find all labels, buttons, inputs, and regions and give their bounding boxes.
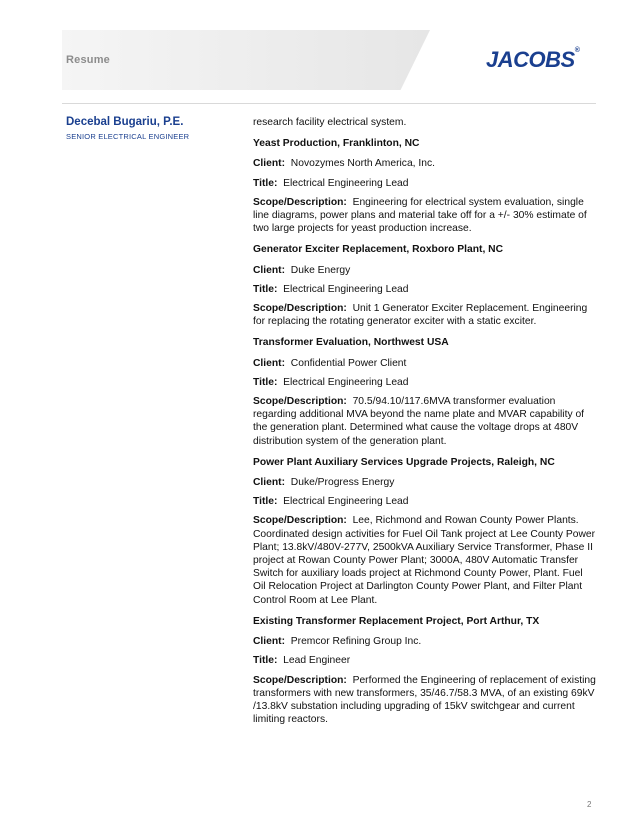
person-title: SENIOR ELECTRICAL ENGINEER xyxy=(66,132,190,141)
title-label: Title: xyxy=(253,376,278,388)
scope-value: Unit 1 Generator Exciter Replacement. Engineering for replacing the rotating generator exciter with a static exciter. xyxy=(253,303,588,328)
client-value: Novozymes North America, Inc. xyxy=(290,158,435,170)
title-label: Title: xyxy=(253,283,278,295)
title-value: Electrical Engineering Lead xyxy=(283,283,409,295)
project-item xyxy=(253,456,598,607)
project-item xyxy=(253,615,598,726)
project-title: Transformer Evaluation, Northwest USA xyxy=(253,337,449,349)
project-title: Yeast Production, Franklinton, NC xyxy=(253,138,420,150)
scope-label: Scope/Description: xyxy=(253,674,347,686)
project-scope xyxy=(253,395,598,448)
client-value: Confidential Power Client xyxy=(290,357,407,369)
page-number: 2 xyxy=(587,800,592,809)
client-label: Client: xyxy=(253,158,286,170)
project-role xyxy=(253,376,598,389)
project-role xyxy=(253,495,598,508)
project-scope xyxy=(253,514,598,606)
scope-label: Scope/Description: xyxy=(253,303,347,315)
project-client xyxy=(253,157,598,170)
registered-mark-icon: ® xyxy=(574,47,580,54)
client-label: Client: xyxy=(253,477,286,489)
project-role xyxy=(253,177,598,190)
scope-value: Engineering for electrical system evaluation, single line diagrams, power plans and material take off for a +/- 30% estimate of two large projects for yeast production increase. xyxy=(253,196,587,235)
scope-value: 70.5/94.10/117.6MVA transformer evaluation regarding additional MVA beyond the name plate and MVAR capability of the generation plant. Determined what cause the voltage drops at 480V distribution system of the generation plant. xyxy=(253,396,585,447)
title-value: Lead Engineer xyxy=(283,655,351,667)
header-divider xyxy=(62,103,596,104)
title-label: Title: xyxy=(253,177,278,189)
title-value: Electrical Engineering Lead xyxy=(283,177,409,189)
project-title: Existing Transformer Replacement Project, Port Arthur, TX xyxy=(253,615,540,627)
client-value: Duke Energy xyxy=(290,264,351,276)
project-title: Power Plant Auxiliary Services Upgrade Projects, Raleigh, NC xyxy=(253,456,555,468)
project-role xyxy=(253,654,598,667)
project-scope xyxy=(253,196,598,236)
person-name: Decebal Bugariu, P.E. xyxy=(66,116,184,128)
scope-value: Lee, Richmond and Rowan County Power Plants. Coordinated design activities for Fuel Oil Tank project at Lee County Power Plant; 13.8kV/480V-277V, 2500kVA Auxiliary Service Transformer, Phase II project at Rowan County Power Plant; 3000A, 480V Automatic Transfer Switch for auxiliary loads project at Richmond County Power, Plant. Fuel Oil Relocation Project at Darlington County Power Plant, and Filter Plant Control Room at Lee Plant. xyxy=(253,515,596,606)
title-value: Electrical Engineering Lead xyxy=(283,376,409,388)
project-client xyxy=(253,357,598,370)
section-label: Resume xyxy=(66,54,110,66)
project-list xyxy=(253,116,598,734)
project-client xyxy=(253,264,598,277)
project-client xyxy=(253,635,598,648)
scope-label: Scope/Description: xyxy=(253,396,347,408)
client-value: Premcor Refining Group Inc. xyxy=(290,636,422,648)
project-scope xyxy=(253,674,598,727)
project-title: Generator Exciter Replacement, Roxboro Plant, NC xyxy=(253,244,504,256)
title-label: Title: xyxy=(253,655,278,667)
project-client xyxy=(253,476,598,489)
scope-value: Performed the Engineering of replacement of existing transformers with new transformers, 35/46.7/58.3 MVA, of an existing 69kV /13.8kV substation including upgrading of 15kV switchgear and current limiting reactors. xyxy=(253,674,596,726)
title-label: Title: xyxy=(253,496,278,508)
client-label: Client: xyxy=(253,264,286,276)
client-label: Client: xyxy=(253,636,286,648)
client-value: Duke/Progress Energy xyxy=(290,477,395,489)
intro-text: research facility electrical system. xyxy=(253,117,407,128)
logo-text: JACOBS xyxy=(486,47,575,72)
project-item xyxy=(253,336,598,447)
project-item xyxy=(253,243,598,328)
scope-label: Scope/Description: xyxy=(253,196,347,208)
project-item xyxy=(253,137,598,235)
client-label: Client: xyxy=(253,357,286,369)
jacobs-logo xyxy=(486,47,579,73)
header-band xyxy=(62,30,430,90)
title-value: Electrical Engineering Lead xyxy=(283,496,409,508)
project-scope xyxy=(253,302,598,328)
project-role xyxy=(253,283,598,296)
scope-label: Scope/Description: xyxy=(253,515,347,527)
